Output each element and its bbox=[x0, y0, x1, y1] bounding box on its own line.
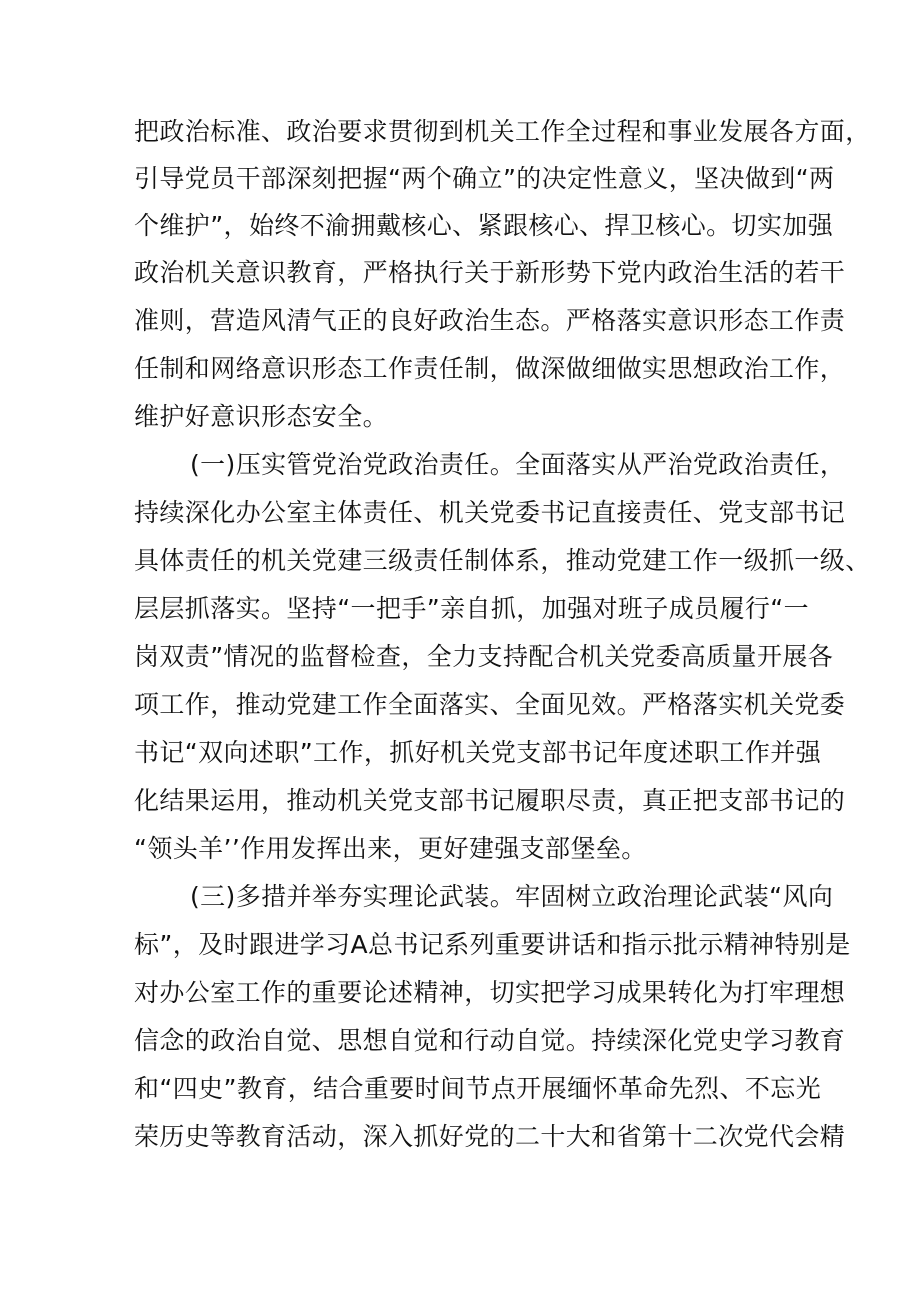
text-line: 准则，营造风清气正的良好政治生态。严格落实意识形态工作责 bbox=[134, 306, 846, 335]
text-line: 荣历史等教育活动，深入抓好党的二十大和省第十二次党代会精 bbox=[134, 1122, 846, 1151]
text-line: 标”，及时跟进学习A总书记系列重要讲话和指示批示精神特别是 bbox=[134, 930, 851, 959]
text-line: 化结果运用，推动机关党支部书记履职尽责，真正把支部书记的 bbox=[134, 786, 846, 815]
text-line: 层层抓落实。坚持“一把手”亲自抓，加强对班子成员履行“一 bbox=[134, 594, 810, 623]
text-line: 任制和网络意识形态工作责任制，做深做细做实思想政治工作， bbox=[134, 354, 846, 383]
text-line: 把政治标准、政治要求贯彻到机关工作全过程和事业发展各方面， bbox=[134, 117, 871, 146]
paragraph-heading-line: (三)多措并举夯实理论武装。牢固树立政治理论武装“风向 bbox=[190, 882, 834, 911]
text-line: 书记“双向述职”工作，抓好机关党支部书记年度述职工作并强 bbox=[134, 738, 822, 767]
text-line: 维护好意识形态安全。 bbox=[134, 402, 389, 431]
text-line: 政治机关意识教育，严格执行关于新形势下党内政治生活的若干 bbox=[134, 258, 846, 287]
paragraph-heading-line: (一)压实管党治党政治责任。全面落实从严治党政治责任， bbox=[190, 450, 846, 479]
text-line: 岗双责”情况的监督检查，全力支持配合机关党委高质量开展各 bbox=[134, 642, 834, 671]
text-line: 项工作，推动党建工作全面落实、全面见效。严格落实机关党委 bbox=[134, 690, 846, 719]
text-line: 信念的政治自觉、思想自觉和行动自觉。持续深化党史学习教育 bbox=[134, 1026, 846, 1055]
text-line: “领头羊’’作用发挥出来，更好建强支部堡垒。 bbox=[134, 834, 647, 863]
text-line: 个维护”，始终不渝拥戴核心、紧跟核心、捍卫核心。切实加强 bbox=[134, 211, 834, 240]
text-line: 持续深化办公室主体责任、机关党委书记直接责任、党支部书记 bbox=[134, 498, 846, 527]
text-line: 和“四史”教育，结合重要时间节点开展缅怀革命先烈、不忘光 bbox=[134, 1074, 822, 1103]
text-line: 具体责任的机关党建三级责任制体系，推动党建工作一级抓一级、 bbox=[134, 546, 871, 575]
text-line: 对办公室工作的重要论述精神，切实把学习成果转化为打牢理想 bbox=[134, 978, 846, 1007]
text-line: 引导党员干部深刻把握“两个确立”的决定性意义，坚决做到“两 bbox=[134, 164, 835, 193]
